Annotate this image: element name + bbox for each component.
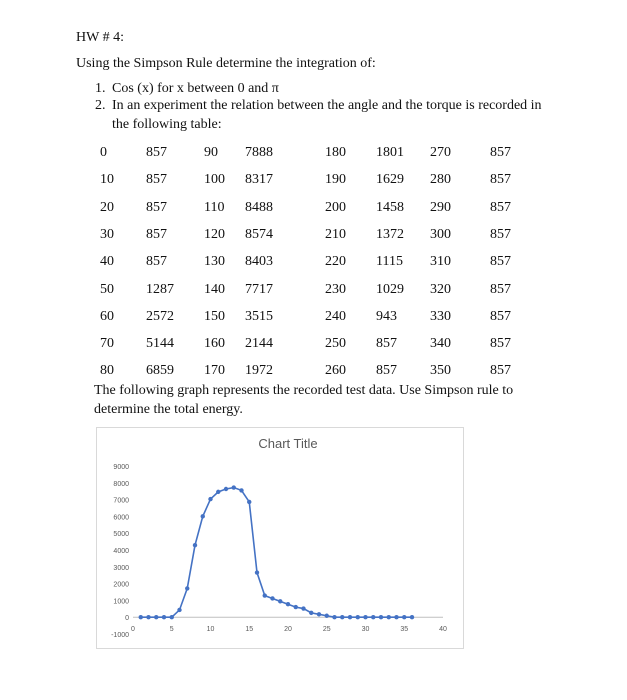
- x-tick-label: 25: [322, 626, 331, 634]
- y-tick-label: -1000: [111, 632, 129, 639]
- data-point: [263, 593, 267, 597]
- table-cell-angle-c: 200: [325, 199, 346, 215]
- data-point: [139, 615, 143, 619]
- data-point: [193, 543, 197, 547]
- table-cell-torque-c: 943: [376, 308, 397, 324]
- chart-svg: [97, 428, 463, 648]
- table-cell-torque-c: 857: [376, 363, 397, 379]
- table-cell-angle-d: 330: [430, 308, 451, 324]
- table-cell-torque-c: 1629: [376, 172, 404, 188]
- data-point: [255, 570, 259, 574]
- data-point: [356, 615, 360, 619]
- table-cell-angle-d: 310: [430, 254, 451, 270]
- data-point: [170, 615, 174, 619]
- table-cell-angle-d: 280: [430, 172, 451, 188]
- y-tick-label: 0: [125, 615, 129, 623]
- data-point: [224, 487, 228, 491]
- data-point: [154, 615, 158, 619]
- table-cell-angle-b: 170: [204, 363, 225, 379]
- table-cell-angle-d: 340: [430, 336, 451, 352]
- data-point: [309, 611, 313, 615]
- table-cell-torque-d: 857: [490, 172, 511, 188]
- table-cell-torque-a: 5144: [146, 336, 174, 352]
- table-cell-torque-c: 1029: [376, 281, 404, 297]
- table-cell-torque-b: 8488: [245, 199, 273, 215]
- table-cell-angle-a: 70: [100, 336, 114, 352]
- x-tick-label: 35: [400, 626, 409, 634]
- data-point: [239, 488, 243, 492]
- table-cell-angle-c: 250: [325, 336, 346, 352]
- data-point: [162, 615, 166, 619]
- data-point: [232, 485, 236, 489]
- y-tick-label: 7000: [113, 497, 129, 505]
- table-cell-torque-d: 857: [490, 308, 511, 324]
- data-point: [185, 586, 189, 590]
- table-cell-angle-b: 160: [204, 336, 225, 352]
- table-cell-torque-c: 1372: [376, 226, 404, 242]
- table-cell-angle-a: 80: [100, 363, 114, 379]
- table-cell-torque-b: 8403: [245, 254, 273, 270]
- data-point: [363, 615, 367, 619]
- data-point: [379, 615, 383, 619]
- table-cell-torque-c: 1458: [376, 199, 404, 215]
- table-cell-angle-c: 220: [325, 254, 346, 270]
- y-tick-label: 6000: [113, 514, 129, 522]
- table-cell-angle-b: 130: [204, 254, 225, 270]
- table-cell-torque-b: 2144: [245, 336, 273, 352]
- table-cell-torque-a: 6859: [146, 363, 174, 379]
- table-cell-angle-d: 270: [430, 145, 451, 160]
- table-cell-angle-a: 20: [100, 199, 114, 215]
- table-cell-torque-b: 7888: [245, 145, 273, 160]
- intro-text: Using the Simpson Rule determine the integration of:: [76, 56, 376, 71]
- table-cell-angle-c: 260: [325, 363, 346, 379]
- x-tick-label: 0: [131, 626, 135, 634]
- x-tick-label: 30: [361, 626, 370, 634]
- x-tick-label: 10: [206, 626, 215, 634]
- table-cell-angle-d: 290: [430, 199, 451, 215]
- y-tick-label: 5000: [113, 531, 129, 539]
- table-cell-torque-b: 1972: [245, 363, 273, 379]
- data-point: [270, 596, 274, 600]
- data-point: [348, 615, 352, 619]
- data-point: [340, 615, 344, 619]
- table-cell-torque-a: 857: [146, 199, 167, 215]
- table-cell-angle-b: 120: [204, 226, 225, 242]
- table-cell-angle-a: 30: [100, 226, 114, 242]
- question-2-text-line2: the following table:: [112, 117, 222, 132]
- table-cell-angle-b: 100: [204, 172, 225, 188]
- data-point: [201, 514, 205, 518]
- question-1-text: Cos (x) for x between 0 and π: [112, 81, 279, 96]
- table-cell-angle-a: 50: [100, 281, 114, 297]
- data-point: [278, 599, 282, 603]
- x-tick-label: 5: [169, 626, 174, 634]
- y-tick-label: 8000: [113, 480, 129, 488]
- y-tick-label: 3000: [113, 564, 129, 572]
- data-point: [146, 615, 150, 619]
- question-1-number: 1.: [95, 81, 106, 96]
- table-cell-torque-d: 857: [490, 145, 511, 160]
- graph-description-line2: determine the total energy.: [94, 402, 243, 417]
- series-line: [141, 488, 412, 618]
- torque-chart: [96, 427, 464, 649]
- table-cell-torque-a: 857: [146, 145, 167, 160]
- table-cell-torque-d: 857: [490, 336, 511, 352]
- data-point: [371, 615, 375, 619]
- assignment-title: HW # 4:: [76, 30, 124, 45]
- data-point: [387, 615, 391, 619]
- question-2-number: 2.: [95, 98, 106, 113]
- table-cell-torque-d: 857: [490, 363, 511, 379]
- data-point: [394, 615, 398, 619]
- table-cell-angle-b: 110: [204, 199, 225, 215]
- data-point: [301, 606, 305, 610]
- table-cell-angle-d: 350: [430, 363, 451, 379]
- question-2-text-line1: In an experiment the relation between the angle and the torque is recorded in: [112, 98, 542, 113]
- table-cell-angle-b: 150: [204, 308, 225, 324]
- table-cell-angle-a: 0: [100, 145, 107, 160]
- table-cell-angle-b: 90: [204, 145, 218, 160]
- table-cell-torque-d: 857: [490, 281, 511, 297]
- table-cell-torque-d: 857: [490, 254, 511, 270]
- y-tick-label: 4000: [113, 548, 129, 555]
- table-cell-angle-d: 300: [430, 226, 451, 242]
- graph-description-line1: The following graph represents the recorded test data. Use Simpson rule to: [94, 383, 514, 398]
- table-cell-angle-a: 40: [100, 254, 114, 270]
- table-cell-angle-d: 320: [430, 281, 451, 297]
- table-cell-torque-a: 857: [146, 172, 167, 188]
- table-cell-angle-a: 10: [100, 172, 114, 188]
- data-point: [402, 615, 406, 619]
- table-cell-torque-c: 1115: [376, 254, 403, 270]
- table-cell-torque-c: 857: [376, 336, 397, 352]
- table-cell-angle-b: 140: [204, 281, 225, 297]
- table-cell-torque-a: 857: [146, 226, 167, 242]
- data-point: [216, 490, 220, 494]
- table-cell-torque-c: 1801: [376, 145, 404, 160]
- table-cell-angle-c: 190: [325, 172, 346, 188]
- table-cell-angle-c: 180: [325, 145, 346, 160]
- data-point: [286, 602, 290, 606]
- table-cell-torque-b: 8317: [245, 172, 273, 188]
- data-point: [317, 612, 321, 616]
- data-point: [410, 615, 414, 619]
- data-point: [208, 497, 212, 501]
- y-tick-label: 2000: [113, 581, 129, 589]
- table-cell-torque-b: 3515: [245, 308, 273, 324]
- table-cell-torque-b: 8574: [245, 226, 273, 242]
- table-cell-torque-d: 857: [490, 199, 511, 215]
- data-point: [325, 614, 329, 618]
- table-cell-angle-c: 210: [325, 226, 346, 242]
- table-cell-angle-c: 240: [325, 308, 346, 324]
- table-cell-torque-b: 7717: [245, 281, 273, 297]
- chart-title: Chart Title: [258, 436, 318, 451]
- table-cell-torque-a: 1287: [146, 281, 174, 297]
- x-tick-label: 20: [284, 626, 292, 634]
- table-cell-torque-d: 857: [490, 226, 511, 242]
- data-point: [177, 608, 181, 612]
- data-point: [247, 500, 251, 504]
- table-cell-angle-c: 230: [325, 281, 346, 297]
- x-tick-label: 40: [439, 626, 447, 634]
- table-cell-torque-a: 2572: [146, 308, 174, 324]
- data-point: [332, 615, 336, 619]
- x-tick-label: 15: [245, 626, 254, 634]
- table-cell-angle-a: 60: [100, 308, 114, 324]
- y-tick-label: 9000: [113, 464, 129, 471]
- data-point: [294, 605, 298, 609]
- table-cell-torque-a: 857: [146, 254, 167, 270]
- y-tick-label: 1000: [113, 598, 129, 606]
